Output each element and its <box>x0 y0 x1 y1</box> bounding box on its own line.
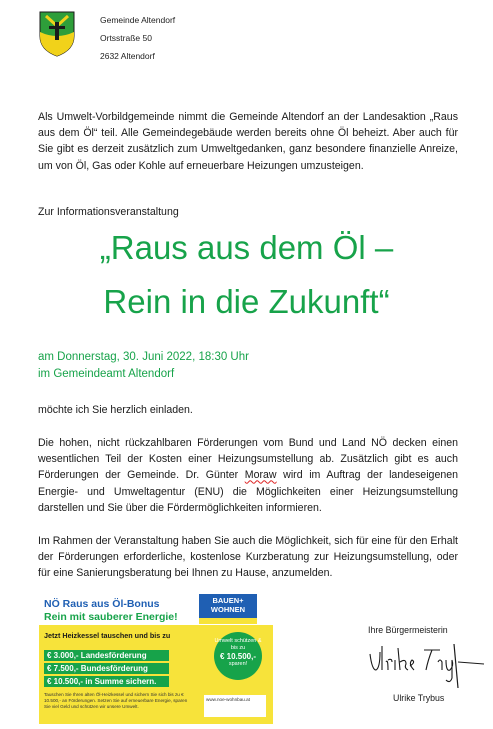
event-intro: Zur Informationsveranstaltung <box>38 206 179 218</box>
headline-line-1: „Raus aus dem Öl – <box>99 229 394 266</box>
street: Ortsstraße 50 <box>100 33 152 43</box>
event-place: im Gemeindeamt Altendorf <box>38 368 175 380</box>
paragraph-intro: Als Umwelt-Vorbildgemeinde nimmt die Gemeinde Altendorf an der Landesaktion „Raus aus dem Öl“ teil. Alle Gemeindegebäude werden bereits ohne Öl beheizt. Aber auch für Sie gibt es derzeit zusätzlich zum Umweltgedanken, ganz besondere finanzielle Anreize, um von Öl, Gas oder Kohle auf erneuerbare Heizungen umzusteigen. <box>38 111 458 172</box>
bauen-wohnen-logo <box>199 594 257 624</box>
headline-line-2: Rein in die Zukunft“ <box>103 283 390 320</box>
flyer-fine-print: Tauschen Sie Ihren alten Öl-Heizkessel und sichern Sie sich bis zu € 10.500,- an Förderungen. Setzen Sie auf erneuerbare Energie, sparen Sie viel Geld und schützen wir unsere Umwelt. <box>44 692 188 709</box>
flyer-lead: Jetzt Heizkessel tauschen und bis zu <box>44 631 171 640</box>
org-name: Gemeinde Altendorf <box>100 15 176 25</box>
event-date: am Donnerstag, 30. Juni 2022, 18:30 Uhr <box>38 351 249 363</box>
badge-line-2: WOHNEN <box>210 605 246 614</box>
handwritten-signature <box>366 640 486 690</box>
flyer-subtitle: Rein mit sauberer Energie! <box>44 611 178 623</box>
speaker-surname: Moraw <box>244 469 277 482</box>
paragraph-funding-part-b: wird im Auftrag der landeseigenen Energie- und Umweltagentur (ENU) die Möglichkeiten einer Heizungsumstellung darstellen und Sie über die Fördermöglichkeiten informieren. <box>38 469 459 514</box>
amount-total: € 10.500,- in Summe sichern. <box>44 676 169 687</box>
circle-line-2: bis zu <box>230 645 246 651</box>
circle-line-4: sparen! <box>228 661 248 667</box>
circle-amount: € 10.500,- <box>219 652 257 661</box>
sender-address <box>100 11 175 65</box>
bonus-flyer-image <box>39 591 273 724</box>
badge-line-1: BAUEN+ <box>212 596 244 605</box>
paragraph-funding-part-a: Die hohen, nicht rückzahlbaren Förderungen vom Bund und Land NÖ decken einen wesentlichen Teil der Kosten einer Heizungsumstellung ab. Zusätzlich gibt es auch Förderungen der Gemeinde. Dr. Günter <box>38 437 458 482</box>
flyer-web-box: www.noe-wohnbau.at <box>204 695 266 717</box>
city: 2632 Altendorf <box>100 51 155 61</box>
signatory-name: Ulrike Trybus <box>393 693 445 703</box>
paragraph-funding <box>38 435 458 516</box>
flyer-title: NÖ Raus aus Öl-Bonus <box>44 598 160 610</box>
invitation-line: möchte ich Sie herzlich einladen. <box>38 404 193 416</box>
amount-federal: € 7.500,- Bundesförderung <box>44 663 169 674</box>
amount-state: € 3.000,- Landesförderung <box>44 650 169 661</box>
municipal-crest-icon <box>38 10 76 58</box>
circle-line-1: Umwelt schützen & <box>214 638 262 644</box>
signature-title: Ihre Bürgermeisterin <box>368 625 448 635</box>
badge-strip <box>199 618 257 624</box>
savings-circle <box>214 632 262 680</box>
paragraph-consultation: Im Rahmen der Veranstaltung haben Sie auch die Möglichkeit, sich für eine für den Erhalt der Förderungen erforderliche, kostenlose Kurzberatung zur Heizungsumstellung, oder für eine Sanierungsberatung bei Ihnen zu Hause, anzumelden. <box>38 535 458 580</box>
